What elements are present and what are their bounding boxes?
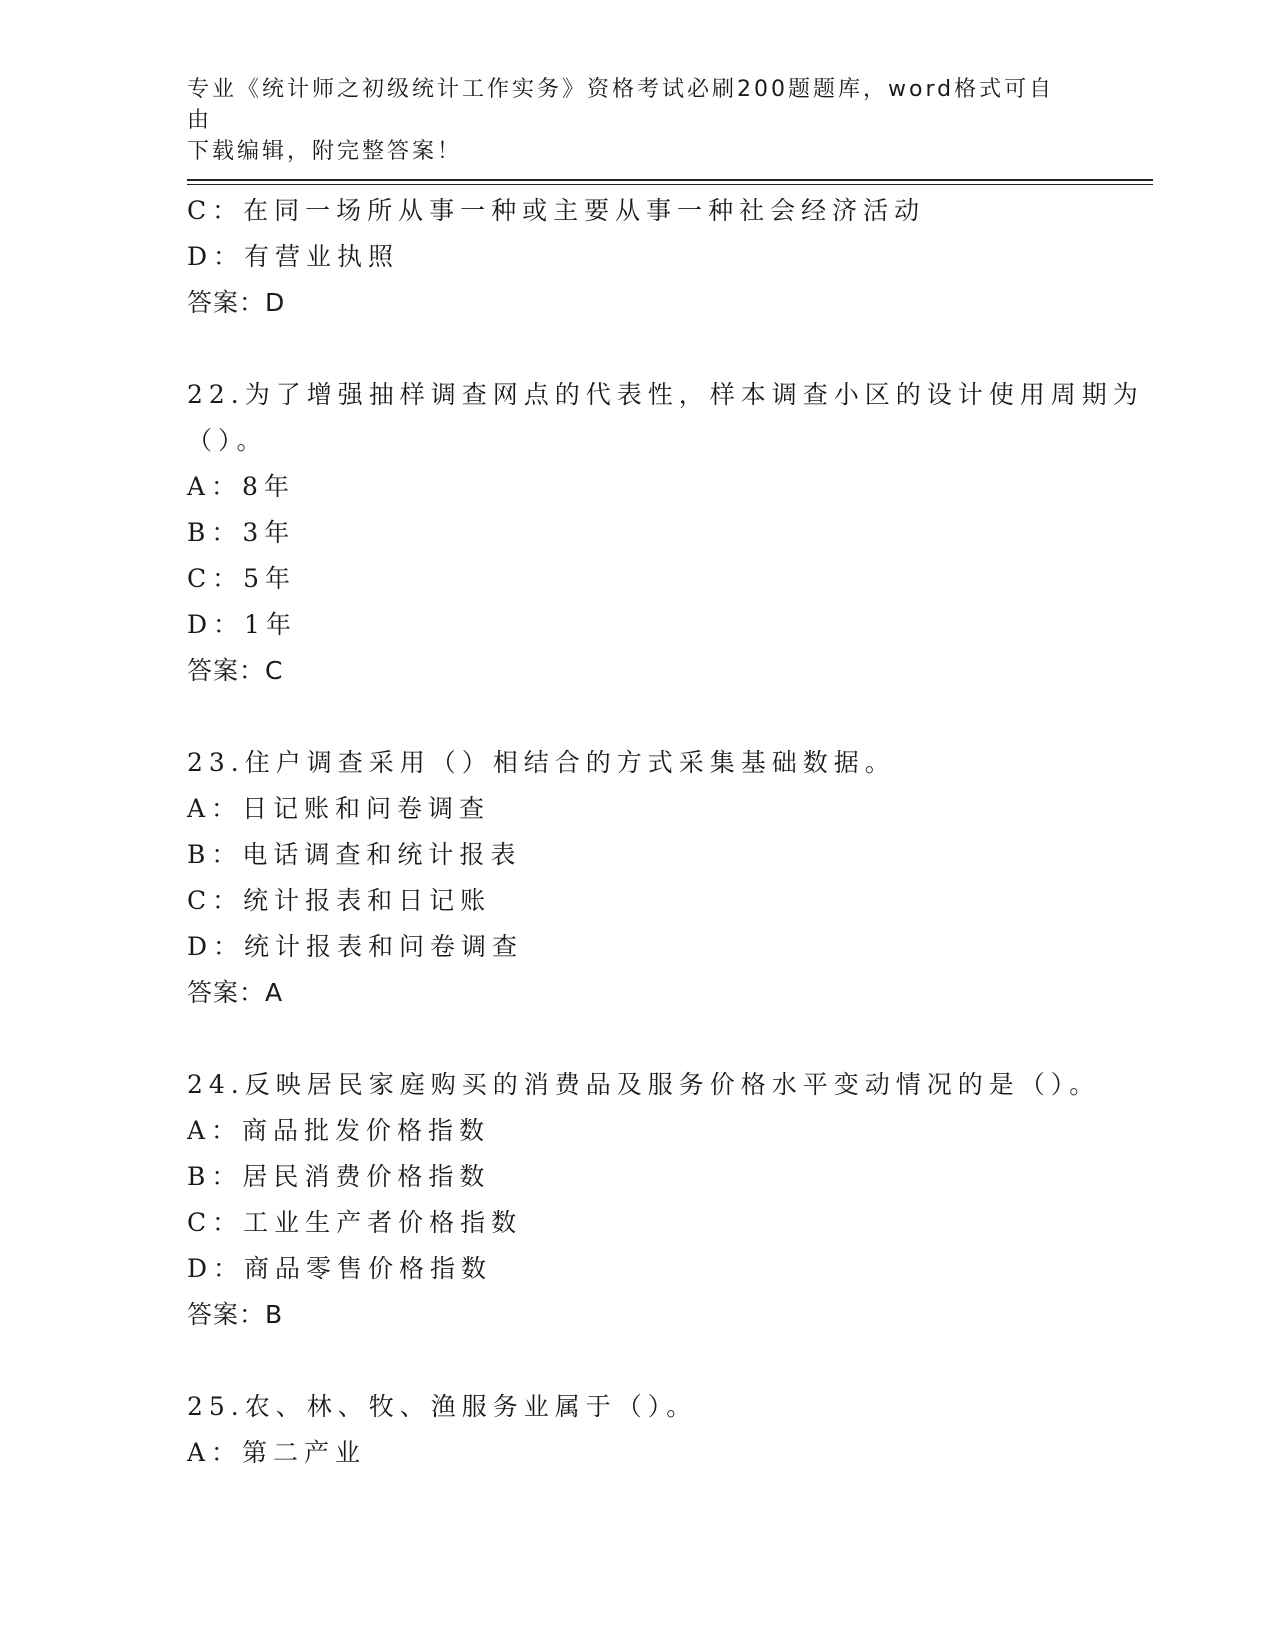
option-c: C：统计报表和日记账 bbox=[187, 886, 492, 915]
question-22 bbox=[187, 372, 1144, 694]
option-b: B：3年 bbox=[187, 518, 296, 547]
question-23 bbox=[187, 740, 1087, 1016]
option-d: D：商品零售价格指数 bbox=[187, 1254, 493, 1283]
header-line-2: 下载编辑，附完整答案！ bbox=[187, 139, 463, 164]
spacer bbox=[187, 1338, 1087, 1384]
option-d: D：1年 bbox=[187, 610, 297, 639]
option-a: A：第二产业 bbox=[187, 1438, 367, 1467]
question-stem-continuation: （）。 bbox=[187, 426, 268, 455]
question-stem: 25.农、林、牧、渔服务业属于（）。 bbox=[187, 1392, 698, 1421]
question-stem: 22.为了增强抽样调查网点的代表性，样本调查小区的设计使用周期为 bbox=[187, 380, 1144, 409]
header-divider-thick bbox=[187, 179, 1153, 181]
document-header bbox=[187, 74, 1067, 167]
question-24 bbox=[187, 1062, 1101, 1338]
spacer bbox=[187, 694, 1087, 740]
question-stem: 24.反映居民家庭购买的消费品及服务价格水平变动情况的是（）。 bbox=[187, 1070, 1101, 1099]
spacer bbox=[187, 1016, 1087, 1062]
header-line-1: 专业《统计师之初级统计工作实务》资格考试必刷200题题库，word格式可自由 bbox=[187, 77, 1055, 133]
question-stem: 23.住户调查采用（）相结合的方式采集基础数据。 bbox=[187, 748, 896, 777]
answer-label: 答案：C bbox=[187, 656, 284, 685]
option-c: C：工业生产者价格指数 bbox=[187, 1208, 523, 1237]
option-a: A：日记账和问卷调查 bbox=[187, 794, 491, 823]
header-divider-thin bbox=[187, 184, 1153, 185]
answer-label: 答案：B bbox=[187, 1300, 284, 1329]
answer-label: 答案：D bbox=[187, 288, 286, 317]
answer-label: 答案：A bbox=[187, 978, 284, 1007]
option-b: B：电话调查和统计报表 bbox=[187, 840, 522, 869]
question-21-partial bbox=[187, 188, 1087, 326]
option-d: D：有营业执照 bbox=[187, 242, 400, 271]
question-25 bbox=[187, 1384, 1087, 1476]
option-a: A：商品批发价格指数 bbox=[187, 1116, 491, 1145]
option-d: D：统计报表和问卷调查 bbox=[187, 932, 524, 961]
option-b: B：居民消费价格指数 bbox=[187, 1162, 491, 1191]
option-c: C：在同一场所从事一种或主要从事一种社会经济活动 bbox=[187, 196, 926, 225]
option-c: C：5年 bbox=[187, 564, 297, 593]
question-list bbox=[187, 188, 1144, 1476]
option-a: A：8年 bbox=[187, 472, 295, 501]
spacer bbox=[187, 326, 1087, 372]
